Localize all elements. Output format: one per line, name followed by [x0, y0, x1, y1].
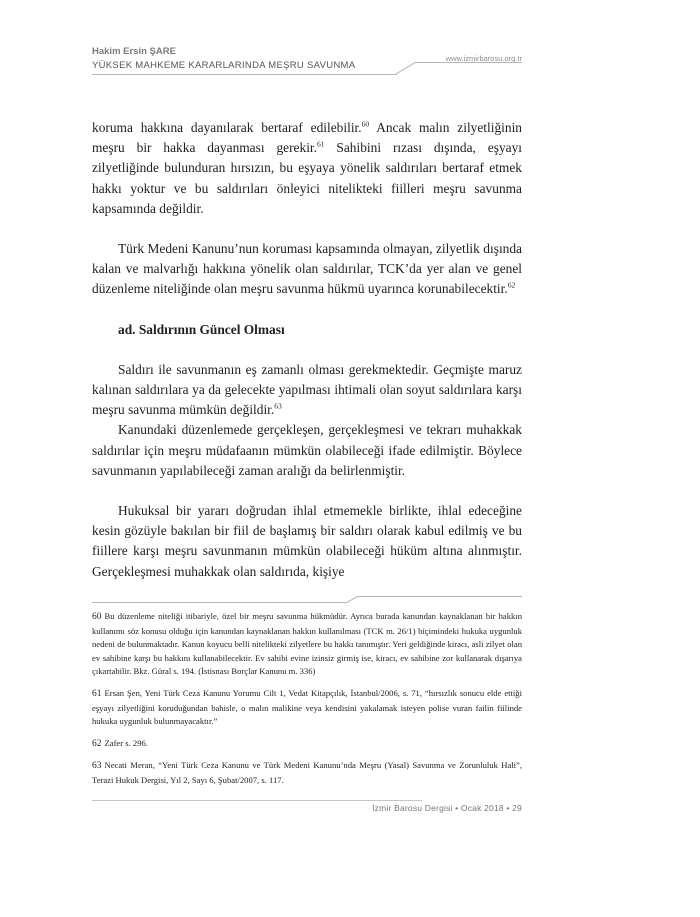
footnote-ref-60[interactable]: 60 [361, 119, 370, 129]
header-author: Hakim Ersin ŞARE [92, 46, 176, 57]
header-subtitle: YÜKSEK MAHKEME KARARLARINDA MEŞRU SAVUNMA [92, 60, 356, 71]
footnote-61: 61 Ersan Şen, Yeni Türk Ceza Kanunu Yorumu Cilt 1, Vedat Kitapçılık, İstanbul/2006, s. 71, “hırsızlık sonucu elde ettiği eşyayı zilyetliğini koruduğundan bahisle, o malın malikine veya kendisini yakalamak isteyen polise vuran failin fiilinde hukuka uygunluk bulunmayacaktır.” [92, 687, 522, 727]
paragraph-5: Hukuksal bir yararı doğrudan ihlal etmemekle birlikte, ihlal edeceğine kesin gözüyle bakılan bir fiil de başlamış bir saldırı olarak kabul edilmiş ve bu fiillere karşı meşru savunmanın mümkün olabileceği hüküm altına alınmıştır. Gerçekleşmesi muhakkak olan saldırıda, kişiye [92, 503, 522, 579]
footnote-62: 62 Zafer s. 296. [92, 737, 148, 749]
footnote-ref-61[interactable]: 61 [317, 139, 325, 149]
paragraph-2: Türk Medeni Kanunu’nun koruması kapsamında olmayan, zilyetlik dışında kalan ve malvarlığı hakkına yönelik olan saldırılar, TCK’da yer alan ve genel düzenleme niteliğinde olan meşru savunma hükmü uyarınca korunabilecektir.$^{62}$ [92, 241, 522, 297]
footnote-63: 63 Necati Meran, “Yeni Türk Ceza Kanunu ve Türk Medeni Kanunu’nda Meşru (Yasal) Savunma ve Zorunluluk Hali”, Terazi Hukuk Dergisi, Yıl 2, Sayı 6, Şubat/2007, s. 117. [92, 760, 522, 785]
footnote-rule-slant [346, 596, 358, 603]
footnote-rule [92, 602, 347, 603]
footnote-ref-63[interactable]: 63 [274, 401, 282, 411]
header-website[interactable]: www.izmirbarosu.org.tr [445, 54, 522, 63]
section-heading: ad. Saldırının Güncel Olması [118, 321, 285, 337]
page-footer: İzmir Barosu Dergisi • Ocak 2018 • 29 [372, 803, 522, 813]
footnote-rule-right [357, 596, 522, 597]
header-rule [92, 74, 397, 75]
footnote-ref-62[interactable]: 62 [507, 280, 516, 290]
running-header [92, 46, 522, 71]
header-rule-slant [396, 62, 416, 74]
footer-rule [92, 800, 422, 801]
footnote-60: 60 Bu düzenleme niteliği itibariyle, özel bir meşru savunma hükmüdür. Ayrıca burada kanundan kaynaklanan bir hakkın kullanımı söz konusu olduğu için kanundan kaynaklanan hakkın kullanılması (TCK m. 26/1) biçimindeki hukuka uygunluk nedeni de bulunmaktadır. Kanun koyucu belli nitelikteki zilyetlere bu hakkı tanımıştır. Yeri geldiğinde kiracı, asli zilyet olan ev sahibine karşı bu hakkını kullanabilecektir. Ev sahibi evine izinsiz girmiş ise, kiracı, ev sahibine zor kullanarak dışarıya çıkartabilir. Bkz. Güral s. 194. (İstisnası Borçlar Kanunu m. 336) [92, 611, 522, 677]
main-text [92, 118, 522, 582]
paragraph-4: Kanundaki düzenlemede gerçekleşen, gerçekleşmesi ve tekrarı muhakkak saldırılar için meşru müdafaanın mümkün olabileceği ifade edilmiştir. Böylece savunmanın yapılabileceği zaman aralığı da belirlenmiştir. [92, 422, 522, 478]
paragraph-1: koruma hakkına dayanılarak bertaraf edilebilir.$^{60}$ Ancak malın zilyetliğinin meşru bir hakka dayanması gerekir.$^{61}$ Sahibini rızası dışında, eşyayı zilyetliğinde bulunduran hırsızın, bu eşyaya yönelik saldırıları bertaraf etmek hakkı yoktur ve bu saldırıları önleyici nitelikteki fiilleri meşru savunma kapsamında değildir. [92, 119, 522, 216]
header-rule-right [415, 62, 522, 63]
footnotes [92, 610, 522, 796]
paragraph-3: Saldırı ile savunmanın eş zamanlı olması gerekmektedir. Geçmişte maruz kalınan saldırılara ya da gelecekte yapılması ihtimali olan soyut saldırılara karşı meşru savunma mümkün değildir.$^{63}$ [92, 361, 522, 418]
